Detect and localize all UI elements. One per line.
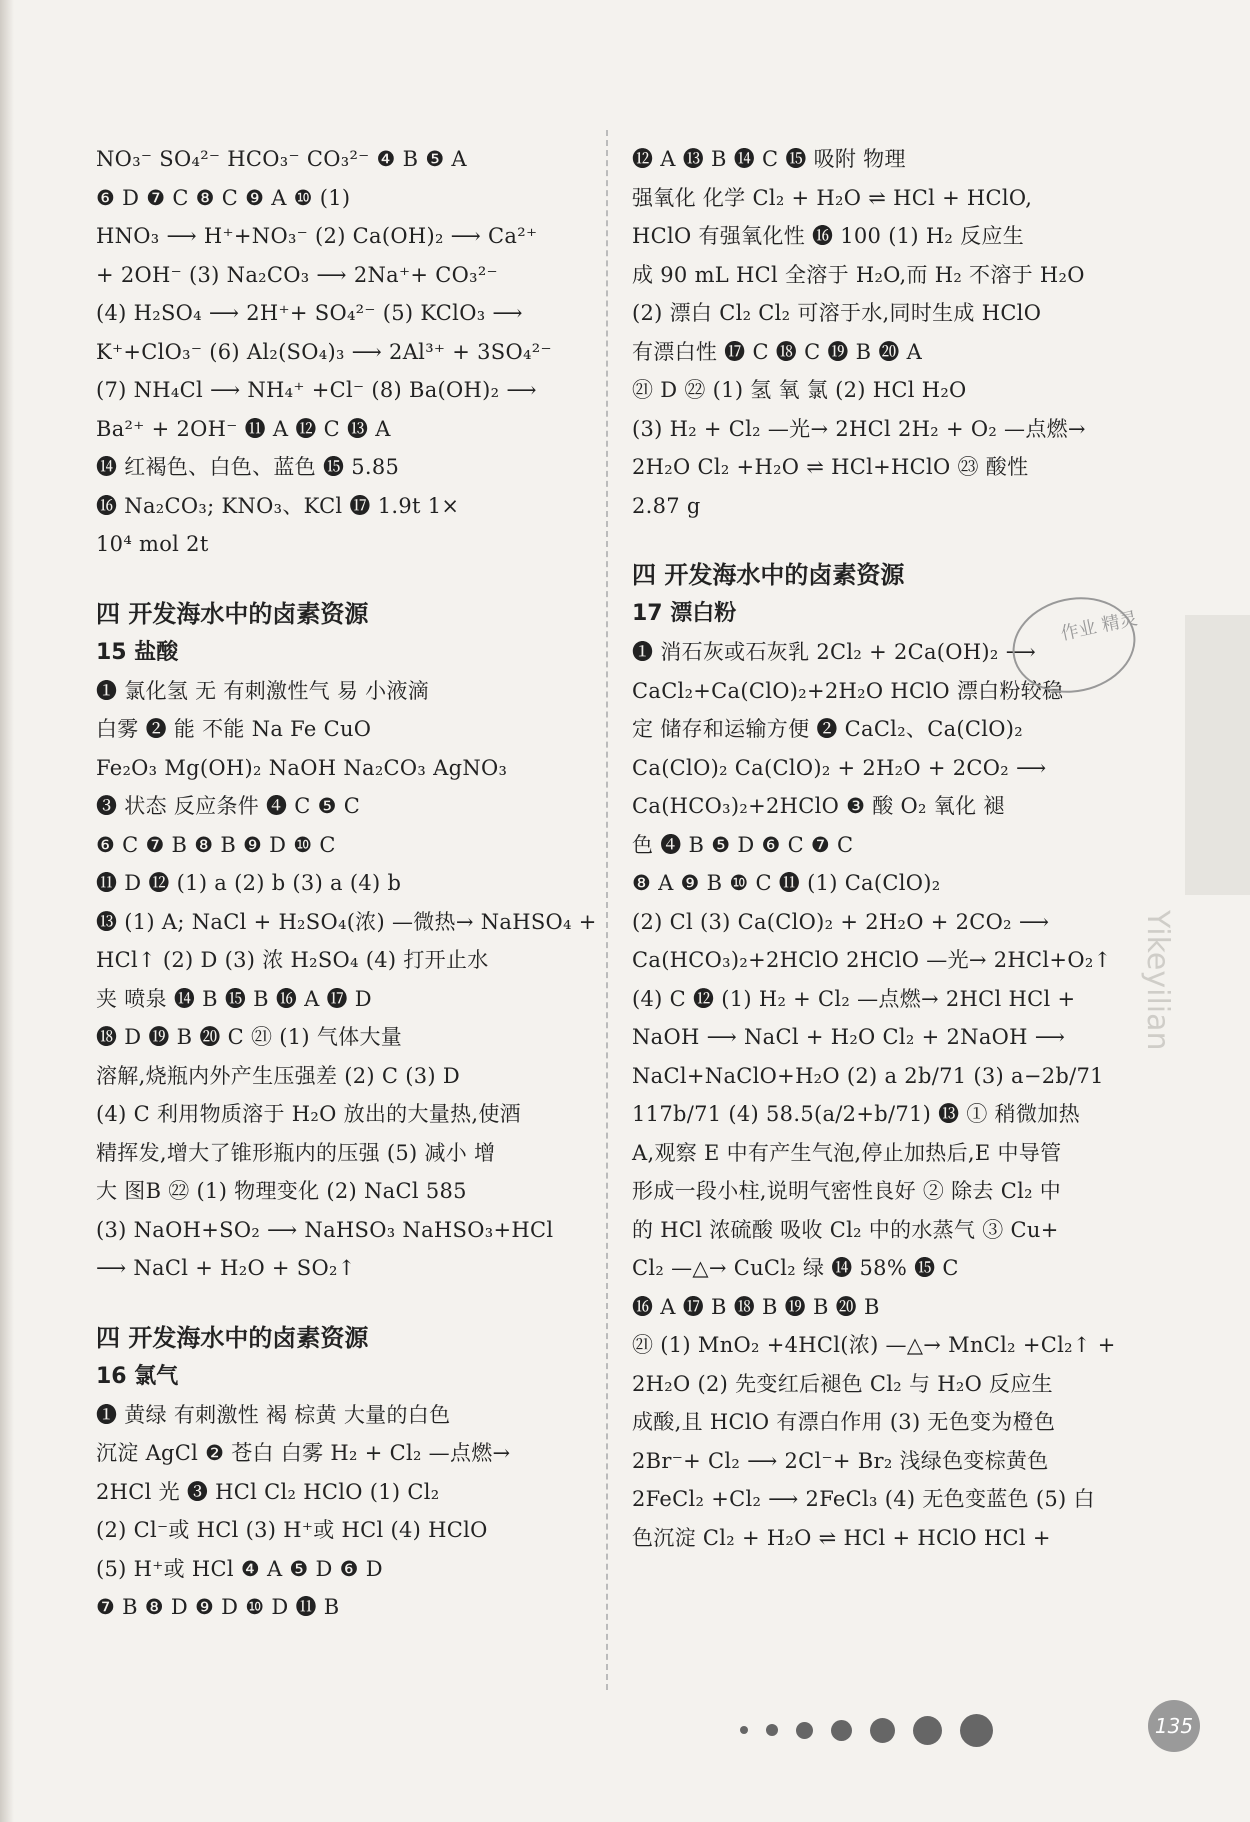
lesson-heading: 16 氯气 (96, 1363, 179, 1389)
left-column (96, 140, 596, 1627)
page-dot (913, 1716, 942, 1745)
answer-line: ❶ 黄绿 有刺激性 褐 棕黄 大量的白色 (96, 1402, 451, 1427)
page-dots (740, 1710, 993, 1750)
answer-line: 色沉淀 Cl₂ + H₂O ⇌ HCl + HClO HCl + (632, 1525, 1051, 1550)
side-tab (1185, 615, 1250, 895)
answer-line: ⟶ NaCl + H₂O + SO₂↑ (96, 1256, 356, 1280)
answer-line: ⓫ D ⓬ (1) a (2) b (3) a (4) b (96, 871, 402, 895)
answer-line: ⓰ Na₂CO₃; KNO₃、KCl ⓱ 1.9t 1× (96, 493, 460, 518)
answer-line: 2Br⁻+ Cl₂ ⟶ 2Cl⁻+ Br₂ 浅绿色变棕黄色 (632, 1448, 1049, 1473)
answer-line: 2H₂O (2) 先变红后褪色 Cl₂ 与 H₂O 反应生 (632, 1371, 1053, 1396)
answer-line: 2H₂O Cl₂ +H₂O ⇌ HCl+HClO ㉓ 酸性 (632, 455, 1029, 479)
answer-line: 白雾 ❷ 能 不能 Na Fe CuO (96, 717, 372, 741)
answer-line: 精挥发,增大了锥形瓶内的压强 (5) 减小 增 (96, 1140, 496, 1165)
section-heading: 四 开发海水中的卤素资源 (96, 599, 369, 628)
answer-line: ❻ C ❼ B ❽ B ❾ D ❿ C (96, 832, 336, 857)
answer-line: 强氧化 化学 Cl₂ + H₂O ⇌ HCl + HClO, (632, 185, 1033, 210)
answer-line: CaCl₂+Ca(ClO)₂+2H₂O HClO 漂白粉较稳 (632, 678, 1064, 703)
page-number: 135 (1148, 1700, 1200, 1752)
answer-line: HClO 有强氧化性 ⓰ 100 (1) H₂ 反应生 (632, 224, 1025, 248)
answer-line: 10⁴ mol 2t (96, 532, 209, 556)
page-dot (960, 1714, 993, 1747)
answer-line: 2HCl 光 ❸ HCl Cl₂ HClO (1) Cl₂ (96, 1479, 440, 1504)
right-column (632, 140, 1132, 1557)
answer-line: Ba²⁺ + 2OH⁻ ⓫ A ⓬ C ⓭ A (96, 416, 391, 441)
page-dot (766, 1724, 778, 1736)
answer-line: (4) C ⓬ (1) H₂ + Cl₂ —点燃→ 2HCl HCl + (632, 986, 1076, 1011)
answer-line: NaCl+NaClO+H₂O (2) a 2b/71 (3) a−2b/71 (632, 1063, 1104, 1088)
lesson-heading: 17 漂白粉 (632, 601, 737, 626)
answer-line: 的 HCl 浓硫酸 吸收 Cl₂ 中的水蒸气 ③ Cu+ (632, 1217, 1059, 1242)
answer-line: ㉑ D ㉒ (1) 氢 氧 氯 (2) HCl H₂O (632, 378, 967, 402)
answer-line: A,观察 E 中有产生气泡,停止加热后,E 中导管 (632, 1140, 1062, 1165)
answer-line: (2) 漂白 Cl₂ Cl₂ 可溶于水,同时生成 HClO (632, 301, 1042, 325)
answer-line: 成酸,且 HClO 有漂白作用 (3) 无色变为橙色 (632, 1410, 1056, 1434)
answer-line: ⓰ A ⓱ B ⓲ B ⓳ B ⓴ B (632, 1294, 880, 1319)
answer-line: ❶ 氯化氢 无 有刺激性气 易 小液滴 (96, 678, 430, 703)
answer-line: ⓭ (1) A; NaCl + H₂SO₄(浓) —微热→ NaHSO₄ + (96, 909, 597, 934)
answer-line: ㉑ (1) MnO₂ +4HCl(浓) —△→ MnCl₂ +Cl₂↑ + (632, 1333, 1116, 1357)
answer-line: (2) Cl (3) Ca(ClO)₂ + 2H₂O + 2CO₂ ⟶ (632, 909, 1050, 934)
answer-line: 有漂白性 ⓱ C ⓲ C ⓳ B ⓴ A (632, 339, 923, 364)
answer-line: 成 90 mL HCl 全溶于 H₂O,而 H₂ 不溶于 H₂O (632, 262, 1085, 287)
answer-line: ❸ 状态 反应条件 ❹ C ❺ C (96, 794, 361, 818)
answer-line: 大 图B ㉒ (1) 物理变化 (2) NaCl 585 (96, 1179, 467, 1203)
page-dot (870, 1718, 895, 1743)
answer-line: (3) NaOH+SO₂ ⟶ NaHSO₃ NaHSO₃+HCl (96, 1217, 554, 1242)
answer-line: (3) H₂ + Cl₂ —光→ 2HCl 2H₂ + O₂ —点燃→ (632, 416, 1086, 441)
answer-line: 形成一段小柱,说明气密性良好 ② 除去 Cl₂ 中 (632, 1179, 1062, 1203)
section-heading: 四 开发海水中的卤素资源 (96, 1323, 369, 1352)
lesson-heading: 15 盐酸 (96, 639, 179, 665)
answer-line: K⁺+ClO₃⁻ (6) Al₂(SO₄)₃ ⟶ 2Al³⁺ + 3SO₄²⁻ (96, 339, 552, 364)
answer-line: 色 ❹ B ❺ D ❻ C ❼ C (632, 832, 854, 857)
answer-line: ⓮ 红褐色、白色、蓝色 ⓯ 5.85 (96, 455, 400, 479)
page-dot (831, 1720, 852, 1741)
answer-line: (4) H₂SO₄ ⟶ 2H⁺+ SO₄²⁻ (5) KClO₃ ⟶ (96, 301, 523, 325)
stamp-text: 作业 精灵 (1058, 608, 1140, 645)
answer-line: 定 储存和运输方便 ❷ CaCl₂、Ca(ClO)₂ (632, 717, 1024, 741)
answer-line: ❻ D ❼ C ❽ C ❾ A ❿ (1) (96, 185, 351, 210)
answer-line: Cl₂ —△→ CuCl₂ 绿 ⓮ 58% ⓯ C (632, 1256, 959, 1280)
answer-line: 溶解,烧瓶内外产生压强差 (2) C (3) D (96, 1063, 460, 1088)
page-edge-shadow (0, 0, 14, 1822)
answer-line: (2) Cl⁻或 HCl (3) H⁺或 HCl (4) HClO (96, 1518, 488, 1542)
answer-line: ❼ B ❽ D ❾ D ❿ D ⓫ B (96, 1595, 340, 1619)
answer-line: Ca(HCO₃)₂+2HClO ❸ 酸 O₂ 氧化 褪 (632, 794, 1005, 818)
answer-line: 沉淀 AgCl ❷ 苍白 白雾 H₂ + Cl₂ —点燃→ (96, 1441, 511, 1465)
side-watermark: Yikeyilian (1140, 910, 1175, 1051)
page-dot (796, 1722, 813, 1739)
column-divider (606, 130, 608, 1690)
answer-line: + 2OH⁻ (3) Na₂CO₃ ⟶ 2Na⁺+ CO₃²⁻ (96, 262, 498, 287)
answer-line: 夹 喷泉 ⓮ B ⓯ B ⓰ A ⓱ D (96, 986, 372, 1011)
answer-line: ❽ A ❾ B ❿ C ⓫ (1) Ca(ClO)₂ (632, 871, 941, 895)
answer-line: HCl↑ (2) D (3) 浓 H₂SO₄ (4) 打开止水 (96, 948, 489, 972)
answer-line: NO₃⁻ SO₄²⁻ HCO₃⁻ CO₃²⁻ ❹ B ❺ A (96, 147, 467, 171)
answer-line: Ca(ClO)₂ Ca(ClO)₂ + 2H₂O + 2CO₂ ⟶ (632, 755, 1047, 780)
answer-line: ⓬ A ⓭ B ⓮ C ⓯ 吸附 物理 (632, 147, 906, 171)
answer-line: Ca(HCO₃)₂+2HClO 2HClO —光→ 2HCl+O₂↑ (632, 948, 1112, 972)
answer-line: (7) NH₄Cl ⟶ NH₄⁺ +Cl⁻ (8) Ba(OH)₂ ⟶ (96, 378, 537, 402)
answer-line: NaOH ⟶ NaCl + H₂O Cl₂ + 2NaOH ⟶ (632, 1025, 1066, 1049)
answer-line: 2FeCl₂ +Cl₂ ⟶ 2FeCl₃ (4) 无色变蓝色 (5) 白 (632, 1487, 1095, 1511)
page-dot (740, 1726, 748, 1734)
answer-line: 2.87 g (632, 493, 701, 518)
answer-line: Fe₂O₃ Mg(OH)₂ NaOH Na₂CO₃ AgNO₃ (96, 755, 508, 780)
answer-line: ⓲ D ⓳ B ⓴ C ㉑ (1) 气体大量 (96, 1025, 403, 1049)
answer-line: ❶ 消石灰或石灰乳 2Cl₂ + 2Ca(OH)₂ ⟶ (632, 640, 1037, 664)
answer-line: 117b/71 (4) 58.5(a/2+b/71) ⓭ ① 稍微加热 (632, 1102, 1080, 1126)
answer-line: (5) H⁺或 HCl ❹ A ❺ D ❻ D (96, 1556, 383, 1581)
answer-line: HNO₃ ⟶ H⁺+NO₃⁻ (2) Ca(OH)₂ ⟶ Ca²⁺ (96, 224, 538, 248)
answer-line: (4) C 利用物质溶于 H₂O 放出的大量热,使酒 (96, 1102, 521, 1126)
section-heading: 四 开发海水中的卤素资源 (632, 561, 905, 589)
